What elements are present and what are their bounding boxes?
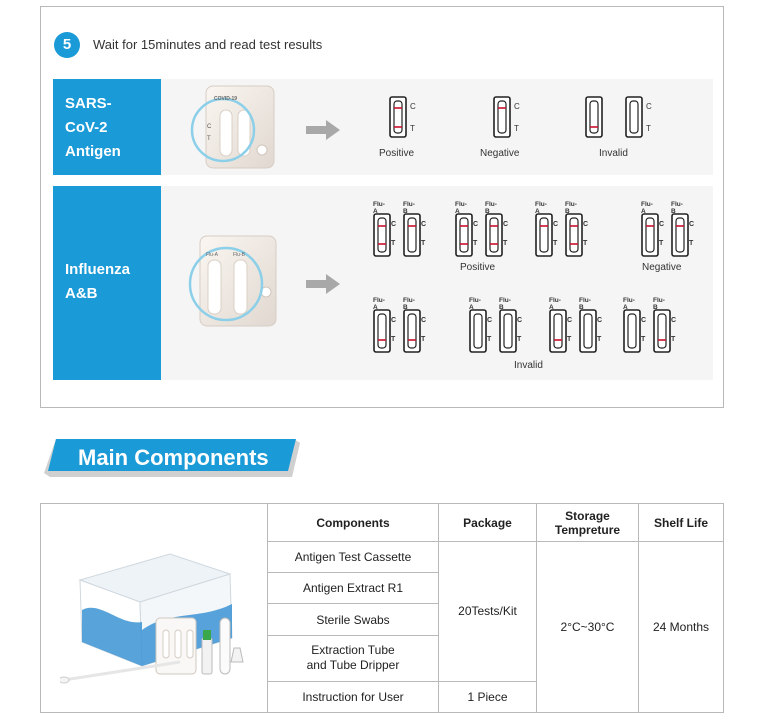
flu-strip bbox=[550, 310, 566, 352]
header-storage bbox=[537, 504, 639, 542]
flu-c-label: C bbox=[421, 221, 427, 228]
arrow-icon bbox=[306, 274, 340, 294]
flu-strip bbox=[374, 214, 390, 256]
flu-t-label: T bbox=[487, 336, 492, 343]
flu-strip bbox=[456, 214, 472, 256]
flu-strip bbox=[580, 310, 596, 352]
component-extract: Antigen Extract R1 bbox=[268, 573, 439, 604]
flu-strip bbox=[404, 310, 420, 352]
flu-strip bbox=[536, 214, 552, 256]
header-shelf-life: Shelf Life bbox=[639, 504, 724, 542]
sars-positive-strip bbox=[390, 97, 406, 137]
header-storage-line1: Storage bbox=[565, 508, 610, 523]
flu-c-label: C bbox=[503, 221, 509, 228]
flu-label-line2: A&B bbox=[65, 285, 98, 302]
flu-cassette-image bbox=[186, 232, 280, 328]
flu-b-label: Flu-B bbox=[671, 201, 683, 215]
flu-b-label: Flu-B bbox=[403, 297, 415, 311]
package-value: 20Tests/Kit bbox=[439, 542, 537, 682]
sars-label-line2: CoV-2 bbox=[65, 119, 108, 136]
flu-c-label: C bbox=[487, 317, 493, 324]
flu-a-label: Flu-A bbox=[373, 297, 385, 311]
shelf-life-value: 24 Months bbox=[639, 542, 724, 713]
main-components-title: Main Components bbox=[78, 445, 269, 470]
package-instruction-value: 1 Piece bbox=[439, 681, 537, 712]
component-swabs: Sterile Swabs bbox=[268, 604, 439, 635]
flu-c-label: C bbox=[517, 317, 523, 324]
sars-invalid-strip-1 bbox=[586, 97, 602, 137]
flu-a-label: Flu-A bbox=[641, 201, 653, 215]
flu-t-label: T bbox=[391, 240, 396, 247]
sars-label-line1: SARS- bbox=[65, 95, 112, 112]
flu-b-label: Flu-B bbox=[565, 201, 577, 215]
flu-t-label: T bbox=[597, 336, 602, 343]
flu-cassette-flua-mark: Flu-A bbox=[206, 252, 218, 258]
flu-strip bbox=[566, 214, 582, 256]
flu-b-label: Flu-B bbox=[579, 297, 591, 311]
sars-c-label-1: C bbox=[410, 102, 416, 111]
flu-negative-label: Negative bbox=[642, 262, 682, 273]
flu-positive-label: Positive bbox=[460, 262, 496, 273]
sars-cassette-title: COVID-19 bbox=[214, 96, 238, 102]
flu-label bbox=[53, 186, 161, 380]
flu-result-strips bbox=[360, 196, 700, 376]
header-components: Components bbox=[268, 504, 439, 542]
flu-strip bbox=[642, 214, 658, 256]
flu-t-label: T bbox=[473, 240, 478, 247]
flu-strip bbox=[374, 310, 390, 352]
flu-a-label: Flu-A bbox=[373, 201, 385, 215]
flu-strip bbox=[500, 310, 516, 352]
flu-c-label: C bbox=[553, 221, 559, 228]
sars-cassette-c-mark: C bbox=[207, 124, 212, 130]
flu-a-label: Flu-A bbox=[535, 201, 547, 215]
sars-c-label-2: C bbox=[514, 102, 520, 111]
flu-cassette-flub-mark: Flu-B bbox=[233, 252, 245, 258]
flu-t-label: T bbox=[517, 336, 522, 343]
sars-negative-strip bbox=[494, 97, 510, 137]
flu-t-label: T bbox=[553, 240, 558, 247]
flu-c-label: C bbox=[659, 221, 665, 228]
storage-value: 2°C~30°C bbox=[537, 542, 639, 713]
sars-invalid-strip-2 bbox=[626, 97, 642, 137]
flu-t-label: T bbox=[659, 240, 664, 247]
sars-t-label-3: T bbox=[646, 124, 651, 133]
component-instruction: Instruction for User bbox=[268, 681, 439, 712]
component-cassette: Antigen Test Cassette bbox=[268, 542, 439, 573]
flu-c-label: C bbox=[583, 221, 589, 228]
component-extraction-tube bbox=[268, 635, 439, 681]
step-instruction: Wait for 15minutes and read test results bbox=[93, 37, 323, 52]
sars-positive-label: Positive bbox=[379, 148, 415, 159]
flu-c-label: C bbox=[671, 317, 677, 324]
flu-t-label: T bbox=[583, 240, 588, 247]
flu-strip bbox=[654, 310, 670, 352]
sars-result-strips bbox=[380, 94, 670, 140]
flu-c-label: C bbox=[391, 221, 397, 228]
flu-t-label: T bbox=[391, 336, 396, 343]
sars-negative-label: Negative bbox=[480, 148, 520, 159]
flu-c-label: C bbox=[689, 221, 695, 228]
flu-t-label: T bbox=[421, 336, 426, 343]
flu-strip bbox=[404, 214, 420, 256]
components-table bbox=[267, 503, 724, 713]
flu-b-label: Flu-B bbox=[485, 201, 497, 215]
flu-a-label: Flu-A bbox=[549, 297, 561, 311]
flu-strip bbox=[672, 214, 688, 256]
header-package: Package bbox=[439, 504, 537, 542]
sars-invalid-label: Invalid bbox=[599, 148, 628, 159]
flu-t-label: T bbox=[567, 336, 572, 343]
flu-invalid-label: Invalid bbox=[514, 360, 543, 371]
flu-c-label: C bbox=[567, 317, 573, 324]
sars-t-label-1: T bbox=[410, 124, 415, 133]
flu-t-label: T bbox=[503, 240, 508, 247]
flu-strip bbox=[470, 310, 486, 352]
header-storage-line2: Tempreture bbox=[554, 522, 621, 537]
flu-t-label: T bbox=[689, 240, 694, 247]
flu-t-label: T bbox=[641, 336, 646, 343]
flu-t-label: T bbox=[671, 336, 676, 343]
flu-a-label: Flu-A bbox=[469, 297, 481, 311]
flu-c-label: C bbox=[391, 317, 397, 324]
sars-label bbox=[53, 79, 161, 175]
flu-b-label: Flu-B bbox=[653, 297, 665, 311]
component-extraction-tube-line2: and Tube Dripper bbox=[306, 658, 400, 673]
flu-b-label: Flu-B bbox=[499, 297, 511, 311]
kit-product-image bbox=[60, 530, 260, 690]
flu-strip bbox=[486, 214, 502, 256]
flu-c-label: C bbox=[641, 317, 647, 324]
component-extraction-tube-line1: Extraction Tube bbox=[311, 643, 395, 658]
sars-label-line3: Antigen bbox=[65, 143, 121, 160]
flu-label-line1: Influenza bbox=[65, 261, 131, 278]
sars-cassette-t-mark: T bbox=[207, 136, 211, 142]
flu-a-label: Flu-A bbox=[623, 297, 635, 311]
step-badge: 5 bbox=[54, 32, 80, 58]
flu-c-label: C bbox=[473, 221, 479, 228]
flu-b-label: Flu-B bbox=[403, 201, 415, 215]
sars-c-label-3: C bbox=[646, 102, 652, 111]
arrow-icon bbox=[306, 120, 340, 140]
flu-c-label: C bbox=[597, 317, 603, 324]
flu-c-label: C bbox=[421, 317, 427, 324]
sars-t-label-2: T bbox=[514, 124, 519, 133]
flu-t-label: T bbox=[421, 240, 426, 247]
flu-strip bbox=[624, 310, 640, 352]
flu-a-label: Flu-A bbox=[455, 201, 467, 215]
